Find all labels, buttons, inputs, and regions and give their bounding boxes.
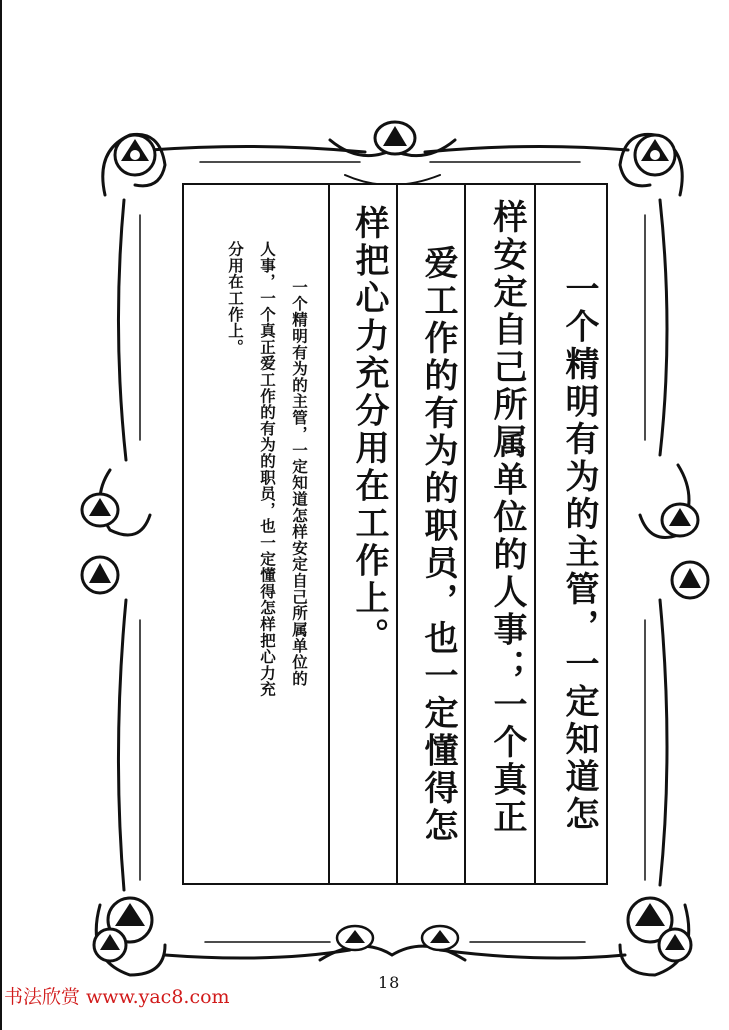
site-watermark: 书法欣赏 www.yac8.com [4,986,230,1008]
printed-column-1: 一个精明有为的主管，一定知道怎样安定自己所属单位的 [290,279,308,687]
page-number: 18 [378,973,401,992]
column-divider [328,185,330,883]
text-panel [182,183,608,885]
column-divider [464,185,466,883]
handwritten-column-3: 爱工作的有为的职员，也一定懂得怎 [418,245,458,845]
handwritten-column-4: 样把心力充分用在工作上。 [349,205,389,655]
column-divider [396,185,398,883]
printed-column-2: 人事，一个真正爱工作的有为的职员，也一定懂得怎样把心力充 [258,241,276,698]
handwritten-column-1: 一个精明有为的主管，一定知道怎 [559,271,599,834]
printed-column-3: 分用在工作上。 [226,241,244,356]
handwritten-column-2: 样安定自己所属单位的人事；一个真正 [487,199,527,837]
column-divider [534,185,536,883]
